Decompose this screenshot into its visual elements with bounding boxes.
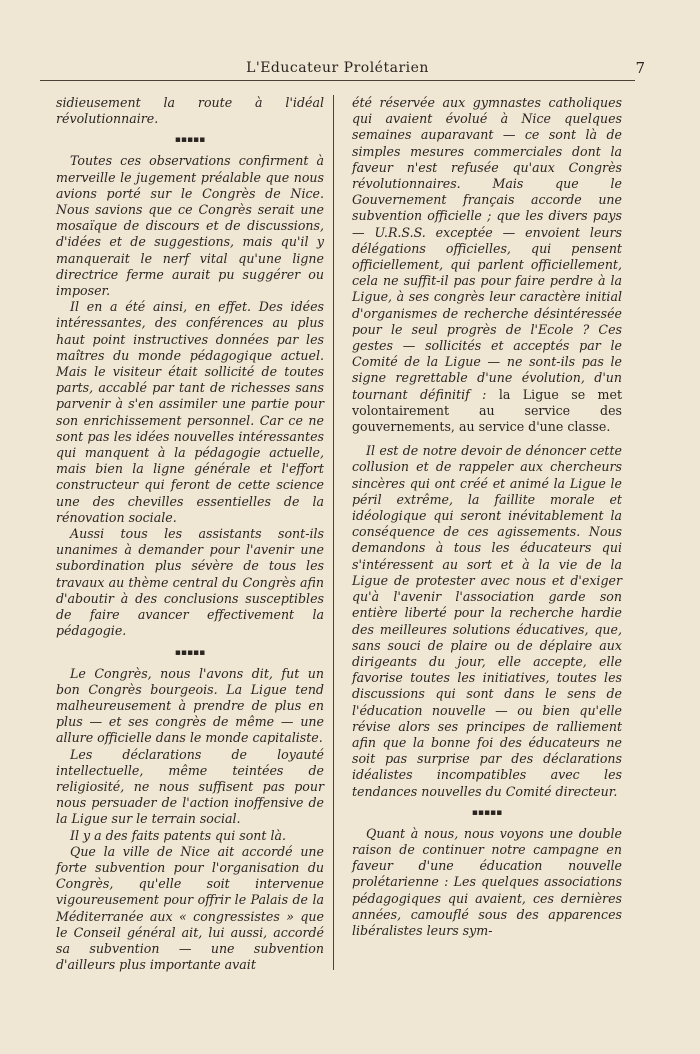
paragraph: Il est de notre devoir de dénoncer cette collusion et de rappeler aux chercheurs sincères qui ont créé et animé la Ligue le péril extrême, la faillite morale et idéologique qui seront inévitablement la conséquence de ces agissements. Nous demandons à tous les éducateurs qui s'intéressent au sort et à la vie de la Ligue de protester avec nous et d'exiger qu'à l'avenir l'association garde son entière liberté pour la recherche hardie des meilleures solutions éducatives, que, sans souci de plaire ou de déplaire aux dirigeants du jour, elle accepte, elle favorise toutes les initiatives, toutes les discussions qui sont dans le sens de l'éducation nouvelle — ou bien qu'elle révise alors ses principes de ralliement afin que la bonne foi des éducateurs ne soit pas surprise par des déclarations idéalistes incompatibles avec les tendances nouvelles du Comité directeur. [352, 443, 622, 799]
paragraph: Il en a été ainsi, en effet. Des idées intéressantes, des conférences au plus haut point instructives données par les maîtres du monde pédagogique actuel. Mais le visiteur était sollicité de toutes parts, accablé par tant de richesses sans parvenir à s'en assimiler une partie pour son enrichissement personnel. Car ce ne sont pas les idées nouvelles intéressantes qui manquent à la pédagogie actuelle, mais bien la ligne générale et l'effort constructeur qui feront de cette science une des chevilles essentielles de la rénovation sociale. [56, 299, 324, 525]
paragraph-italic-part: été réservée aux gymnastes catholiques qui avaient évolué à Nice quelques semaines auparavant — ce sont là de simples mesures commerciales dont la faveur n'est refusée qu'aux Congrès révolutionnaires. Mais que le Gouvernement français accorde une subvention officielle ; que les divers pays — U.R.S.S. exceptée — envoient leurs délégations officielles, qui pensent officiellement, qui parlent officiellement, cela ne suffit-il pas pour faire perdre à la Ligue, à ses congrès leur caractère initial d'organismes de recherche désintéressée pour le seul progrès de l'Ecole ? Ces gestes — sollicités et acceptés par le Comité de la Ligue — ne sont-ils pas le signe regrettable d'une évolution, d'un tournant définitif : [352, 95, 622, 402]
paragraph: Toutes ces observations confirment à merveille le jugement préalable que nous avions porté sur le Congrès de Nice. Nous savions que ce Congrès serait une mosaïque de discours et de discussions, d'idées et de suggestions, mais qu'il y manquerait le nerf vital qu'une ligne directrice ferme aurait pu suggérer ou imposer. [56, 153, 324, 299]
paragraph: sidieusement la route à l'idéal révolutionnaire. [56, 95, 324, 127]
paragraph: Il y a des faits patents qui sont là. [70, 827, 287, 843]
column-divider [333, 95, 334, 970]
paragraph: Que la ville de Nice ait accordé une forte subvention pour l'organisation du Congrès, qu'elle soit intervenue vigoureusement pour offrir le Palais de la Méditerranée aux « congressistes » que le Conseil général ait, lui aussi, accordé sa subvention — une subvention d'ailleurs plus importante avait [56, 843, 324, 973]
paragraph-upright-part: la Ligue se met volontairement au service des gouvernements, au service d'une classe. [352, 386, 623, 435]
left-column [56, 95, 324, 973]
page-header [40, 58, 645, 81]
section-separator: ▪▪▪▪▪ [174, 647, 206, 658]
section-separator: ▪▪▪▪▪ [471, 807, 503, 818]
paragraph: Quant à nous, nous voyons une double raison de continuer notre campagne en faveur d'une éducation nouvelle prolétarienne : Les quelques associations pédagogiques qui avaient, ces dernières années, camouflé sous des apparences libéralistes leurs sym- [352, 825, 622, 938]
paragraph [352, 95, 622, 435]
section-separator: ▪▪▪▪▪ [174, 135, 206, 146]
right-column [352, 95, 622, 939]
page-number: 7 [635, 59, 645, 77]
paragraph: Aussi tous les assistants sont-ils unanimes à demander pour l'avenir une subordination plus sévère de tous les travaux au thème central du Congrès afin d'aboutir à des conclusions susceptibles de faire avancer effectivement la pédagogie. [56, 526, 324, 639]
running-title: L'Educateur Prolétarien [246, 60, 429, 76]
paragraph: Les déclarations de loyauté intellectuelle, même teintées de religiosité, ne nous suffisent pas pour nous persuader de l'action inoffensive de la Ligue sur le terrain social. [56, 746, 324, 827]
paragraph: Le Congrès, nous l'avons dit, fut un bon Congrès bourgeois. La Ligue tend malheureusement à prendre de plus en plus — et ses congrès de même — une allure officielle dans le monde capitaliste. [56, 665, 324, 746]
